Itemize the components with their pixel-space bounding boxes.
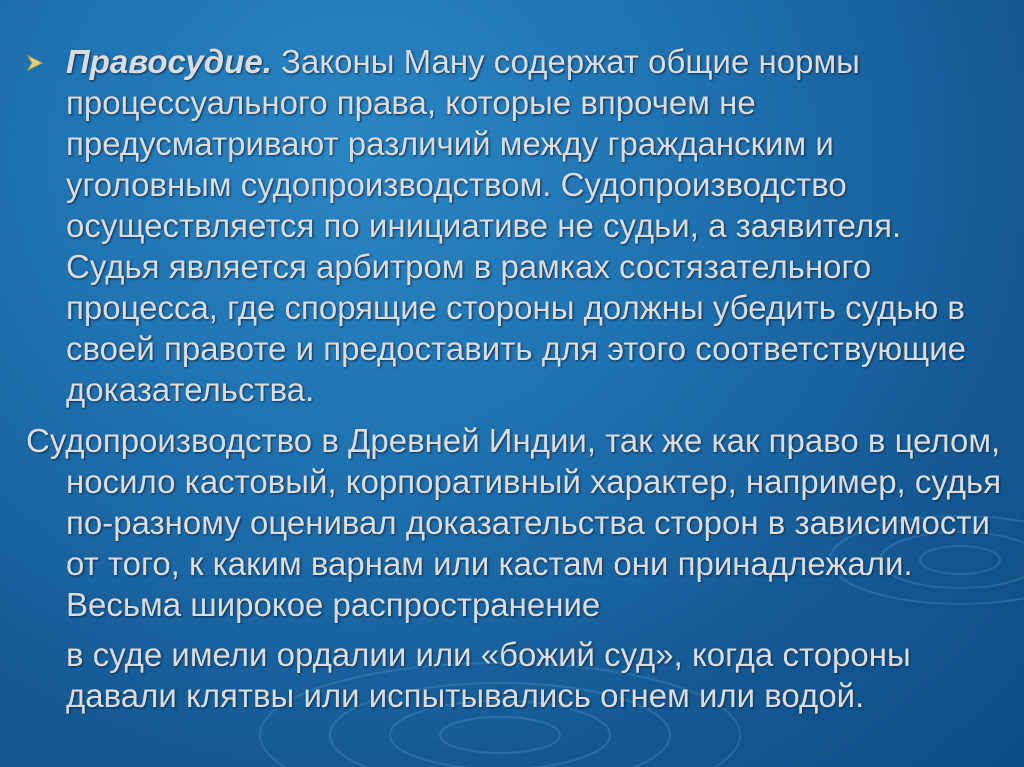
- bullet-paragraph: [66, 41, 996, 410]
- bullet-text: Законы Ману содержат общие нормы процессуального права, которые впрочем не предусматривают различий между гражданским и уголовным судопроизводством. Судопроизводство осуществляется по инициативе не судьи, а заявителя. Судья является арбитром в рамках состязательного процесса, где спорящие стороны должны убедить судью в своей правоте и предоставить для этого соответствующие доказательства.: [66, 43, 967, 408]
- arrow-bullet-icon: [26, 54, 44, 72]
- paragraph-courts: Судопроизводство в Древней Индии, так же как право в целом, носило кастовый, корпоративный характер, например, судья по-разному оценивал доказательства сторон в зависимости от того, к каким варнам или кастам они принадлежали. Весьма широкое распространение: [26, 422, 1002, 623]
- bullet-lead: Правосудие.: [66, 43, 272, 80]
- paragraph-ordeals: в суде имели ордалии или «божий суд», когда стороны давали клятвы или испытывались огнем или водой.: [66, 636, 911, 714]
